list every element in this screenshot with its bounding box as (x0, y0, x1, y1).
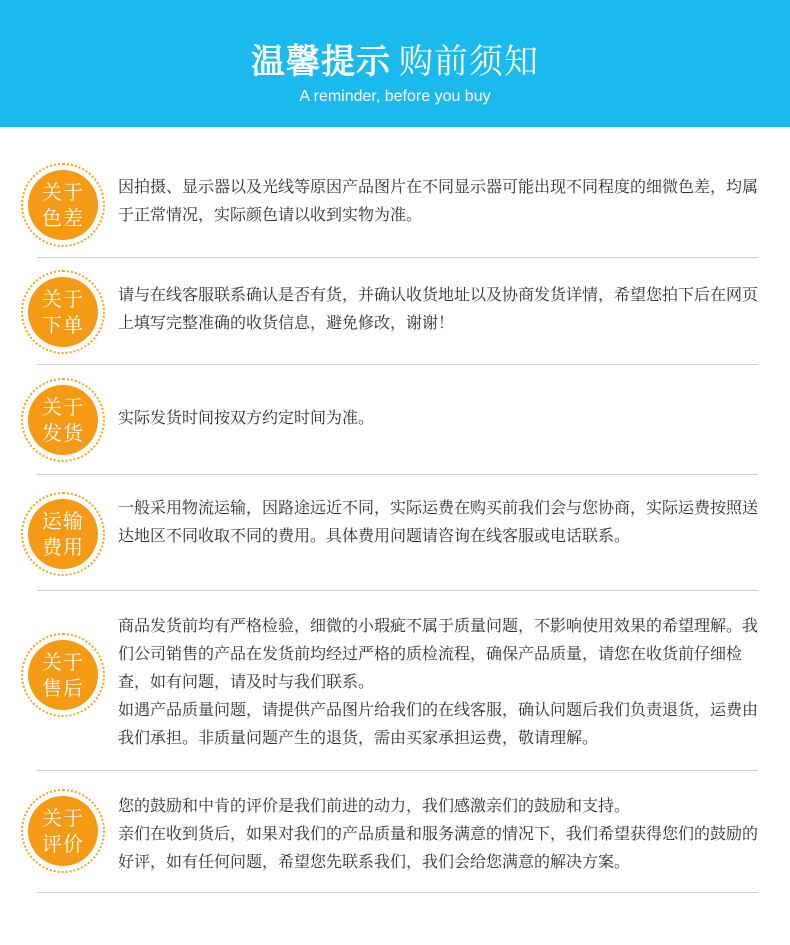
divider (37, 257, 758, 258)
badge-freight (21, 492, 105, 576)
badge-line-1: 关于 (42, 395, 84, 419)
badge-line-2: 费用 (42, 535, 84, 559)
badge-line-2: 评价 (42, 832, 84, 856)
badge-line-1: 关于 (42, 650, 84, 674)
section-text (118, 494, 760, 550)
paragraph: 您的鼓励和中肯的评价是我们前进的动力，我们感激亲们的鼓励和支持。 (118, 796, 631, 815)
badge-line-2: 色差 (42, 206, 84, 230)
paragraph: 如遇产品质量问题，请提供产品图片给我们的在线客服，确认问题后我们负责退货，运费由我们承担。非质量问题产生的退货，需由买家承担运费，敬请理解。 (118, 700, 759, 747)
paragraph: 商品发货前均有严格检验，细微的小瑕疵不属于质量问题，不影响使用效果的希望理解。我们公司销售的产品在发货前均经过严格的质检流程，确保产品质量，请您在收货前仔细检查，如有问题，请及时与我们联系。 (118, 616, 759, 691)
section-text (118, 404, 760, 432)
title-bold: 温馨提示 (251, 42, 391, 82)
divider (37, 474, 758, 475)
page-title (0, 40, 790, 84)
divider (37, 590, 758, 591)
paragraph: 一般采用物流运输，因路途远近不同，实际运费在购买前我们会与您协商，实际运费按照送达地区不同收取不同的费用。具体费用问题请咨询在线客服或电话联系。 (118, 498, 759, 545)
badge-line-2: 售后 (42, 676, 84, 700)
paragraph: 请与在线客服联系确认是否有货，并确认收货地址以及协商发货详情，希望您拍下后在网页上填写完整准确的收货信息，避免修改，谢谢！ (118, 285, 759, 332)
badge-after-sales (21, 633, 105, 717)
paragraph: 因拍摄、显示器以及光线等原因产品图片在不同显示器可能出现不同程度的细微色差，均属于正常情况，实际颜色请以收到实物为准。 (118, 177, 759, 224)
badge-shipping (21, 378, 105, 462)
badge-line-1: 运输 (42, 509, 84, 533)
badge-line-2: 下单 (42, 313, 84, 337)
paragraph: 实际发货时间按双方约定时间为准。 (118, 408, 375, 427)
paragraph: 亲们在收到货后，如果对我们的产品质量和服务满意的情况下，我们希望获得您们的鼓励的好评，如有任何问题，希望您先联系我们，我们会给您满意的解决方案。 (118, 824, 759, 871)
section-text (118, 281, 760, 337)
section-text (118, 792, 760, 876)
badge-line-2: 发货 (42, 421, 84, 445)
header-banner (0, 0, 790, 127)
badge-line-1: 关于 (42, 287, 84, 311)
badge-ordering (21, 270, 105, 354)
badge-line-1: 关于 (42, 806, 84, 830)
divider (37, 364, 758, 365)
badge-line-1: 关于 (42, 180, 84, 204)
divider (37, 892, 758, 893)
divider (37, 770, 758, 771)
section-text (118, 612, 760, 752)
page-subtitle: A reminder, before you buy (299, 88, 491, 105)
badge-reviews (21, 789, 105, 873)
badge-color-difference (21, 163, 105, 247)
title-light: 购前须知 (399, 42, 539, 82)
section-text (118, 173, 760, 229)
